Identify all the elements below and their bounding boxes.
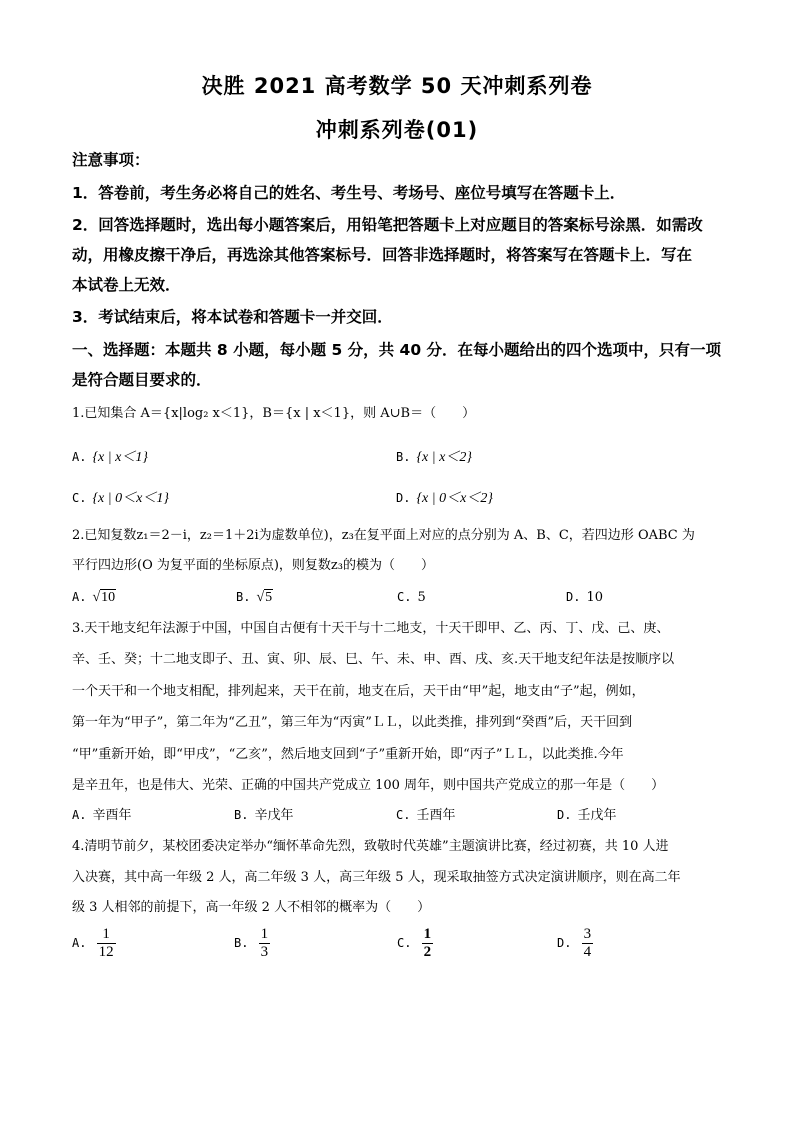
- q4-option-d: [557, 926, 593, 961]
- option-label: C.: [397, 936, 412, 950]
- page-title: 决胜 2021 高考数学 50 天冲刺系列卷: [201, 74, 593, 98]
- q4-stem-line: 4.清明节前夕，某校团委决定举办“缅怀革命先烈，致敬时代英雄”主题演讲比赛，经过初赛，共 10 人进: [72, 839, 669, 854]
- numerator: 1: [260, 926, 269, 942]
- note-line: 动，用橡皮擦干净后，再选涂其他答案标号．回答非选择题时，将答案写在答题卡上．写在: [72, 246, 693, 264]
- option-value: 辛戊年: [254, 808, 294, 823]
- option-label: C.: [397, 590, 412, 604]
- q2-stem-line: 平行四边形(O 为复平面的坐标原点)，则复数z₃的模为（ ）: [72, 558, 434, 573]
- note-line: 本试卷上无效．: [72, 276, 181, 294]
- page-subtitle: 冲刺系列卷(01): [315, 118, 479, 142]
- q2-option-c: [397, 588, 426, 607]
- q3-option-d: [557, 806, 616, 825]
- q4-stem-line: 入决赛，其中高一年级 2 人，高二年级 3 人，高三年级 5 人，现采取抽签方式决定演讲顺序，则在高二年: [72, 870, 681, 885]
- q3-stem-line: 一个天干和一个地支相配，排列起来，天干在前，地支在后，天干由“甲”起，地支由“子”起，例如，: [72, 684, 645, 699]
- q2-stem-line: 2.已知复数z₁＝2－i，z₂＝1＋2i为虚数单位)，z₃在复平面上对应的点分别为 A、B、C，若四边形 OABC 为: [72, 528, 695, 543]
- option-label: A.: [72, 936, 87, 950]
- option-value: 壬戊年: [577, 808, 617, 823]
- option-label: A.: [72, 808, 87, 822]
- q3-option-c: [396, 806, 455, 825]
- option-value: 10: [586, 590, 603, 605]
- note-line: 1．答卷前，考生务必将自己的姓名、考生号、考场号、座位号填写在答题卡上．: [72, 184, 626, 202]
- option-label: D.: [557, 936, 572, 950]
- option-label: A.: [72, 590, 87, 604]
- q1-option-a: [72, 448, 148, 467]
- section-heading: 是符合题目要求的．: [72, 371, 212, 389]
- numerator: 1: [423, 926, 432, 942]
- option-value: {x | 0＜x＜2}: [416, 491, 493, 506]
- option-value: {x | 0＜x＜1}: [92, 491, 169, 506]
- fraction: [259, 926, 271, 961]
- sqrt-sign: √10: [92, 590, 116, 605]
- option-label: C.: [72, 491, 87, 505]
- option-label: B.: [396, 450, 411, 464]
- denominator: 4: [583, 944, 592, 960]
- q3-option-a: [72, 806, 131, 825]
- option-label: D.: [557, 808, 572, 822]
- q1-option-d: [396, 489, 493, 508]
- option-value: {x | x＜2}: [416, 450, 472, 465]
- fraction: [97, 926, 116, 961]
- q3-stem-line: 3.天干地支纪年法源于中国，中国自古便有十天干与十二地支，十天干即甲、乙、丙、丁、戊、己、庚、: [72, 621, 670, 636]
- note-line: 3．考试结束后，将本试卷和答题卡一并交回．: [72, 308, 393, 326]
- q1-option-b: [396, 448, 472, 467]
- q4-stem-line: 级 3 人相邻的前提下，高一年级 2 人不相邻的概率为（ ）: [72, 900, 431, 915]
- q4-option-a: [72, 926, 116, 961]
- fraction: [582, 926, 594, 961]
- q3-stem-line: “甲”重新开始，即“甲戌”，“乙亥”，然后地支回到“子”重新开始，即“丙子”ＬＬ，以此类推.今年: [72, 747, 624, 762]
- q1-stem: 1.已知集合 A＝{x|log₂ x＜1}，B＝{x | x＜1}，则 A∪B＝（ ）: [72, 406, 476, 421]
- option-label: D.: [566, 590, 581, 604]
- option-label: A.: [72, 450, 87, 464]
- option-value: 10: [101, 590, 116, 605]
- q1-option-c: [72, 489, 169, 508]
- section-heading: 一、选择题：本题共 8 小题，每小题 5 分，共 40 分．在每小题给出的四个选项中，只有一项: [72, 341, 722, 359]
- option-value: {x | x＜1}: [92, 450, 148, 465]
- option-label: B.: [234, 808, 249, 822]
- notes-header: 注意事项：: [72, 151, 150, 169]
- numerator: 3: [583, 926, 592, 942]
- option-value: 5: [265, 590, 273, 605]
- denominator: 3: [260, 944, 269, 960]
- q3-stem-line: 辛、壬、癸；十二地支即子、丑、寅、卯、辰、巳、午、未、申、酉、戌、亥.天干地支纪年法是按顺序以: [72, 652, 675, 667]
- option-label: D.: [396, 491, 411, 505]
- denominator: 12: [98, 944, 114, 960]
- option-label: B.: [236, 590, 251, 604]
- q4-option-b: [234, 926, 270, 961]
- q3-stem-line: 第一年为“甲子”，第二年为“乙丑”，第三年为“丙寅”ＬＬ，以此类推，排列到“癸酉”后，天干回到: [72, 715, 633, 730]
- q4-option-c: [397, 926, 433, 961]
- q2-option-d: [566, 588, 603, 607]
- q2-option-b: [236, 588, 273, 607]
- denominator: 2: [423, 944, 432, 960]
- option-value: 辛酉年: [92, 808, 132, 823]
- q3-option-b: [234, 806, 293, 825]
- note-line: 2．回答选择题时，选出每小题答案后，用铅笔把答题卡上对应题目的答案标号涂黑．如需改: [72, 216, 703, 234]
- option-value: 壬酉年: [416, 808, 456, 823]
- q3-stem-line: 是辛丑年，也是伟大、光荣、正确的中国共产党成立 100 周年，则中国共产党成立的那一年是（ ）: [72, 778, 665, 793]
- numerator: 1: [97, 926, 116, 944]
- option-label: C.: [396, 808, 411, 822]
- option-label: B.: [234, 936, 249, 950]
- q2-option-a: [72, 588, 116, 607]
- fraction: [422, 926, 434, 961]
- option-value: 5: [417, 590, 426, 605]
- sqrt-sign: √5: [256, 590, 273, 605]
